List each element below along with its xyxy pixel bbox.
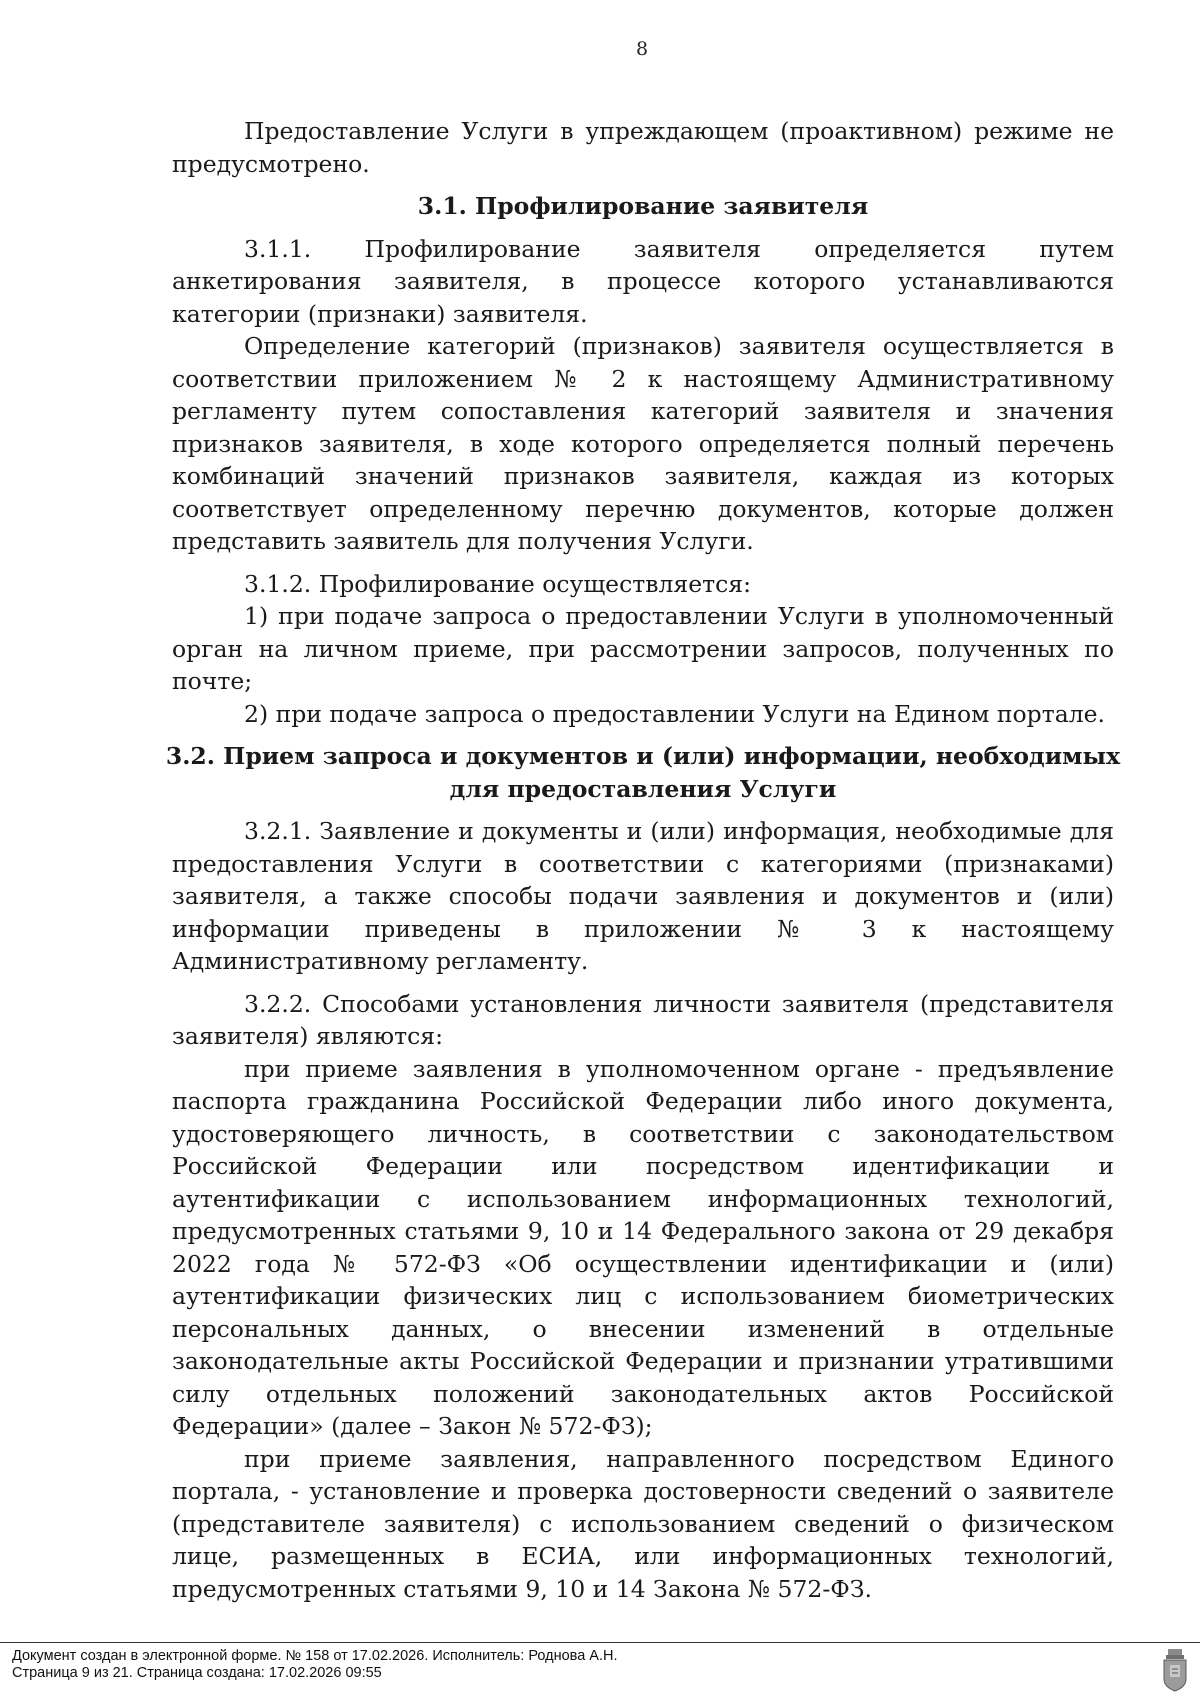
paragraph-3-1-1: 3.1.1. Профилирование заявителя определяется путем анкетирования заявителя, в процессе которого устанавливаются категории (признаки) заявителя.: [172, 234, 1114, 328]
list-item-3-1-2-2: 2) при подаче запроса о предоставлении Услуги на Едином портале.: [244, 699, 1106, 728]
paragraph-3-1-2: 3.1.2. Профилирование осуществляется:: [244, 569, 752, 598]
paragraph-3-2-1: 3.2.1. Заявление и документы и (или) информация, необходимые для предоставления Услуги в соответствии с категориями (признаками) заявителя, а также способы подачи заявления и документов и (или) информации приведены в приложении № 3 к настоящему Административному регламенту.: [172, 817, 1114, 975]
section-heading-3-1: 3.1. Профилирование заявителя: [417, 192, 869, 220]
paragraph-intro: Предоставление Услуги в упреждающем (проактивном) режиме не предусмотрено.: [172, 117, 1114, 178]
paragraph-3-2-2-portal: при приеме заявления, направленного посредством Единого портала, - установление и проверка достоверности сведений о заявителе (представителе заявителя) с использованием сведений о физическом лице, размещенных в ЕСИА, или информационных технологий, предусмотренных статьями 9, 10 и 14 Закона № 572-ФЗ.: [172, 1444, 1114, 1603]
paragraph-3-1-1-categories: Определение категорий (признаков) заявителя осуществляется в соответствии приложением № 2 к настоящему Административному регламенту путем сопоставления категорий заявителя и значения признаков заявителя, в ходе которого определяется полный перечень комбинаций значений признаков заявителя, каждая из которых соответствует определенному перечню документов, которые должен представить заявитель для получения Услуги.: [172, 332, 1114, 555]
document-footer: [0, 1642, 1200, 1699]
footer-line-page: Страница 9 из 21. Страница создана: 17.02.2026 09:55: [12, 1665, 382, 1681]
section-heading-3-2: 3.2. Прием запроса и документов и (или) информации, необходимых для предоставления Услуги: [165, 742, 1121, 803]
coat-of-arms-icon: [1160, 1647, 1190, 1693]
paragraph-3-2-2: 3.2.2. Способами установления личности заявителя (представителя заявителя) являются:: [172, 989, 1114, 1050]
footer-line-document: Документ создан в электронной форме. № 158 от 17.02.2026. Исполнитель: Роднова А.Н.: [12, 1648, 618, 1664]
paragraph-3-2-2-office: при приеме заявления в уполномоченном органе - предъявление паспорта гражданина Российской Федерации либо иного документа, удостоверяющего личность, в соответствии с законодательством Российской Федерации или посредством идентификации и аутентификации с использованием информационных технологий, предусмотренных статьями 9, 10 и 14 Федерального закона от 29 декабря 2022 года № 572-ФЗ «Об осуществлении идентификации и (или) аутентификации физических лиц с использованием биометрических персональных данных, о внесении изменений в отдельные законодательные акты Российской Федерации и признании утратившими силу отдельных положений законодательных актов Российской Федерации» (далее – Закон № 572-ФЗ);: [172, 1054, 1114, 1440]
page-number: 8: [635, 38, 649, 60]
document-body: [165, 115, 1121, 1605]
footer-text: [12, 1648, 618, 1682]
list-item-3-1-2-1: 1) при подаче запроса о предоставлении Услуги в уполномоченный орган на личном приеме, при рассмотрении запросов, полученных по почте;: [172, 602, 1114, 695]
